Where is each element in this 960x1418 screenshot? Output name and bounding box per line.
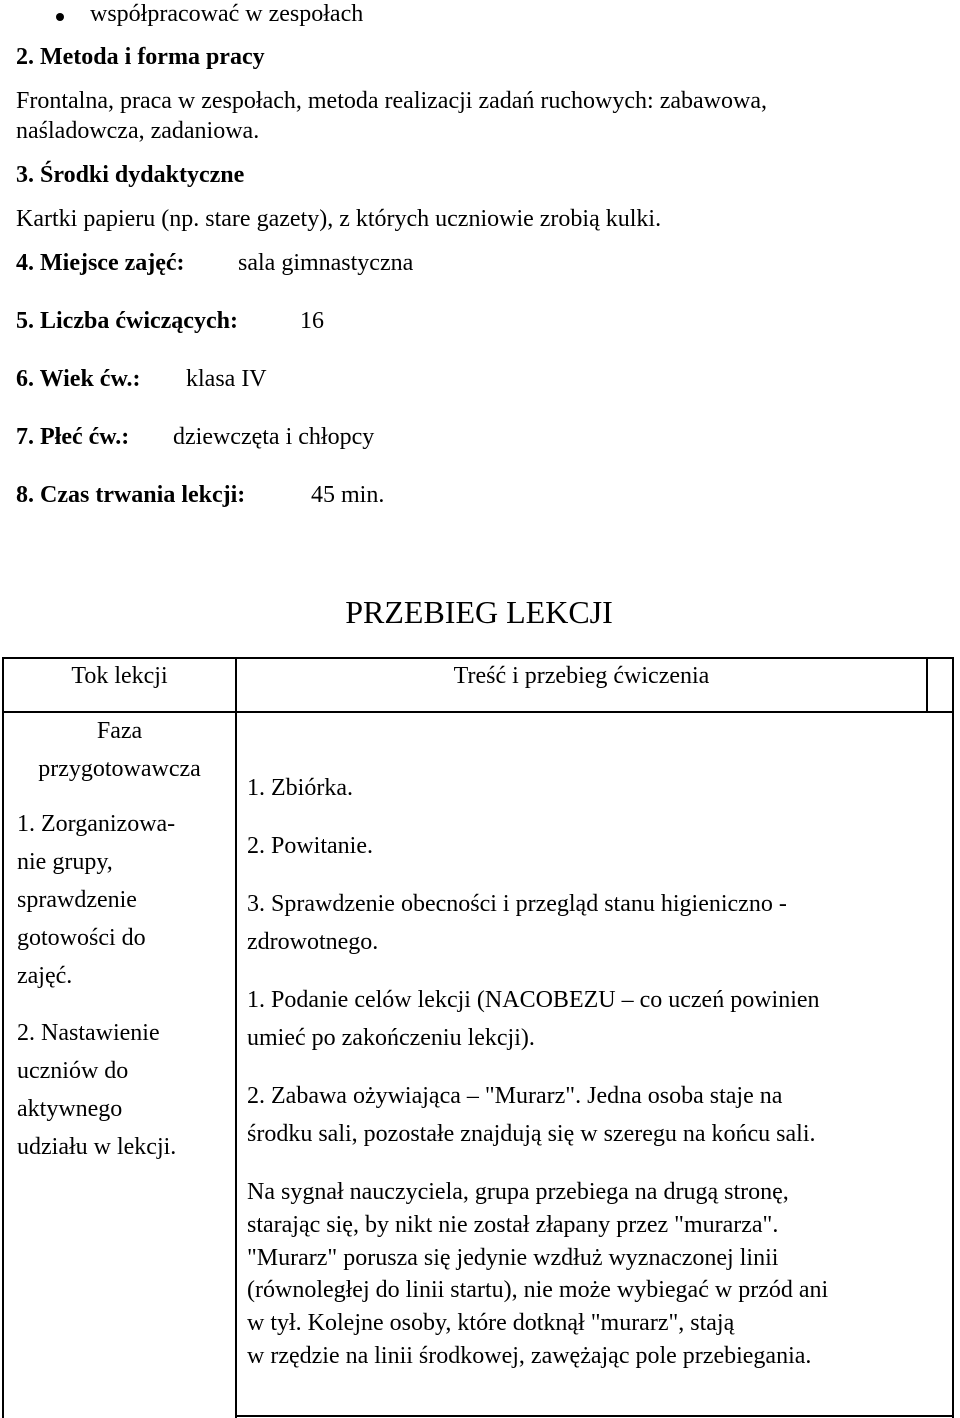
section-4-value: sala gimnastyczna (238, 250, 414, 276)
bullet-dot-icon (56, 13, 64, 21)
table-header-divider (2, 711, 954, 713)
left-line: zajęć. (17, 963, 73, 989)
section-7-value: dziewczęta i chłopcy (173, 424, 375, 450)
right-line: w rzędzie na linii środkowej, zawężając pole przebiegania. (247, 1343, 812, 1369)
section-2-text-1: Frontalna, praca w zespołach, metoda realizacji zadań ruchowych: zabawowa, (16, 88, 767, 114)
bullet-text: współpracować w zespołach (90, 1, 364, 27)
left-line: gotowości do (17, 925, 146, 951)
section-3-title: 3. Środki dydaktyczne (16, 162, 245, 188)
left-line: sprawdzenie (17, 887, 137, 913)
section-3-text: Kartki papieru (np. stare gazety), z których uczniowie zrobią kulki. (16, 206, 662, 232)
right-line: w tył. Kolejne osoby, które dotknął "murarz", stają (247, 1310, 735, 1336)
right-line: starając się, by nikt nie został złapany przez "murarza". (247, 1212, 779, 1238)
right-line: "Murarz" porusza się jedynie wzdłuż wyznaczonej linii (247, 1245, 779, 1271)
left-line: 2. Nastawienie (17, 1020, 160, 1046)
right-line: umieć po zakończeniu lekcji). (247, 1025, 535, 1051)
section-4-label: 4. Miejsce zajęć: (16, 250, 185, 276)
section-6-value: klasa IV (186, 366, 267, 392)
section-2-text-2: naśladowcza, zadaniowa. (16, 118, 260, 144)
table-border-top (2, 657, 954, 659)
right-line: 1. Podanie celów lekcji (NACOBEZU – co uczeń powinien (247, 987, 820, 1013)
right-line: środku sali, pozostałe znajdują się w szeregu na końcu sali. (247, 1121, 816, 1147)
table-border-right (952, 657, 954, 1418)
table-border-bottom (236, 1415, 954, 1417)
right-line: 2. Powitanie. (247, 833, 373, 859)
table-column-divider (235, 657, 237, 1418)
right-line: Na sygnał nauczyciela, grupa przebiega na drugą stronę, (247, 1179, 789, 1205)
left-line: udziału w lekcji. (17, 1134, 177, 1160)
right-line: (równoległej do linii startu), nie może wybiegać w przód ani (247, 1277, 829, 1303)
section-7-label: 7. Płeć ćw.: (16, 424, 130, 450)
section-2-title: 2. Metoda i forma pracy (16, 44, 265, 70)
left-line: aktywnego (17, 1096, 123, 1122)
right-line: 2. Zabawa ożywiająca – "Murarz". Jedna osoba staje na (247, 1083, 783, 1109)
column-header-tok-lekcji: Tok lekcji (71, 663, 168, 689)
column-header-tresc: Treść i przebieg ćwiczenia (453, 663, 710, 689)
left-line: uczniów do (17, 1058, 129, 1084)
section-5-label: 5. Liczba ćwiczących: (16, 308, 238, 334)
objective-bullet (0, 0, 960, 30)
right-line: 3. Sprawdzenie obecności i przegląd stanu higieniczno - (247, 891, 787, 917)
section-6-label: 6. Wiek ćw.: (16, 366, 141, 392)
right-line: zdrowotnego. (247, 929, 379, 955)
table-header-extra-divider (926, 657, 928, 712)
phase-title-2: przygotowawcza (38, 756, 201, 782)
left-line: nie grupy, (17, 849, 113, 875)
section-5-value: 16 (300, 308, 324, 334)
lesson-title: PRZEBIEG LEKCJI (345, 594, 613, 630)
left-line: 1. Zorganizowa- (17, 811, 176, 837)
section-8-value: 45 min. (311, 482, 385, 508)
right-line: 1. Zbiórka. (247, 775, 353, 801)
phase-title-1: Faza (96, 718, 143, 744)
section-8-label: 8. Czas trwania lekcji: (16, 482, 246, 508)
